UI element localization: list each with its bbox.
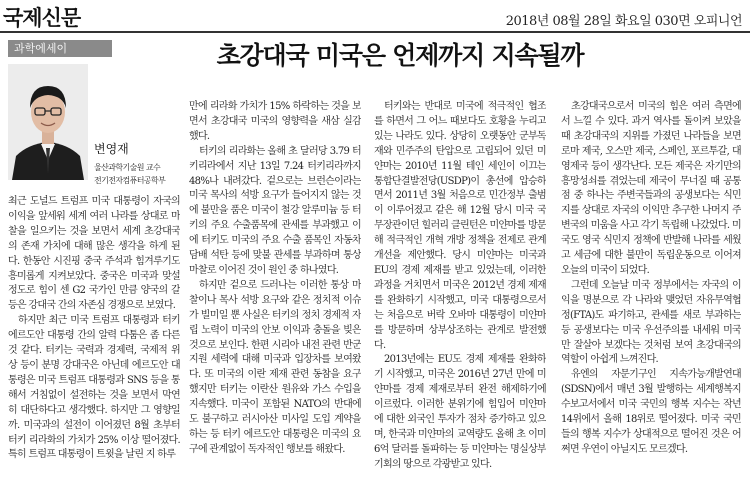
paragraph: 하지만 겉으로 드러나는 이러한 통상 마찰이나 목사 석방 요구와 같은 정치적 이슈가 빌미일 뿐 사실은 터키의 정치 경제적 자립 노력이 미국의 안보 이익과 충돌을 빚은 것으로 보인다. 한편 시리아 내전 관련 반군 지원 세력에 대해 미국과 입장차를 보여왔다. 또 미국의 이란 제재 관련 동참을 요구했지만 터키는 이란산 원유와 가스 수입을 지속했다. 미국이 포함된 NATO의 반대에도 불구하고 러시아산 미사일 도입 계약을 하는 등 터키 에르도안 대통령은 미국의 요구에 관계없이 독자적인 행보를 해왔다. (189, 279, 361, 455)
paper-name: 국제신문 (3, 6, 81, 30)
paragraph: 터키와는 반대로 미국에 적극적인 협조를 하면서 그 어느 때보다도 호황을 누리고 있는 나라도 있다. 상당히 오랫동안 군부독재와 민주주의 탄압으로 고립되어 있던 미얀마는 2010년 11월 테인 세인이 이끄는 통합단결발전당(USDP)이 총선에 압승하면서 2011년 3월 처음으로 민간정부 출범이 이루어졌고 같은 해 12월 당시 미국 국무장관이던 힐러리 클린턴은 미얀마를 방문해 적극적인 개혁 개방 정책을 전제로 관계 개선을 제안했다. 당시 미얀마는 미국과 EU의 경제 제재를 받고 있었는데, 이러한 과정을 거치면서 미국은 2012년 경제 제재를 완화하기 시작했고, 미국 대통령으로서는 처음으로 버락 오바마 대통령이 미얀마를 방문하며 상부상조하는 관계로 발전했다. (374, 101, 546, 351)
masthead (0, 0, 750, 32)
article-column-1 (8, 195, 180, 485)
headline: 초강대국 미국은 언제까지 지속될까 (216, 41, 584, 70)
author-affiliation-1: 울산과학기술원 교수 (94, 163, 161, 172)
paragraph: 2013년에는 EU도 경제 제재를 완화하기 시작했고, 미국은 2016년 27년 만에 미얀마를 경제 제재로부터 완전 해제하기에 이르렀다. 이러한 분위기에 힘입어 미얀마에 대한 외국인 투자가 점차 증가하고 있으며, 한국과 미얀마의 교역량도 올해 초 이미 6억 달러를 돌파하는 등 미얀마는 명실상부 기회의 땅으로 각광받고 있다. (374, 354, 546, 470)
author-affiliation-2: 전기전자컴퓨터공학부 (94, 176, 166, 185)
paragraph: 유엔의 자문기구인 지속가능개발연대(SDSN)에서 매년 3월 발행하는 세계행복지수보고서에서 미국 국민의 행복 지수는 작년 14위에서 올해 18위로 떨어졌다. 미국 국민들의 행복 지수가 상대적으로 떨어진 것은 어쩌면 우연이 아닐지도 모르겠다. (561, 369, 741, 455)
article-column-3 (374, 100, 546, 485)
paragraph: 하지만 최근 미국 트럼프 대통령과 터키 에르도안 대통령 간의 알력 다툼은 좀 다른 것 같다. 터키는 국력과 경제력, 국제적 위상 등이 분명 강대국은 아닌데 에르도안 대통령은 미국 트럼프 대통령과 SNS 등을 통해서 거침없이 설전하는 것을 보면서 막연히 대단하다고 생각했다. 하지만 그 영향일까. 미국과의 설전이 이어졌던 8월 초부터 터키 리라화의 가치가 25% 이상 떨어졌다. 특히 트럼프 대통령이 트윗을 날린 지 하루 (8, 315, 180, 461)
dateline: 2018년 08월 28일 화요일 030면 오피니언 (505, 14, 742, 29)
author-portrait-image (8, 64, 88, 180)
article-column-2 (189, 100, 361, 485)
author-name: 변영재 (94, 142, 129, 156)
author-byline (94, 140, 184, 187)
paragraph: 그런데 오늘날 미국 정부에서는 자국의 이익을 명분으로 각 나라와 맺었던 자유무역협정(FTA)도 파기하고, 관세를 새로 부과하는 등 공생보다는 미국 우선주의를 내세워 미국만 잘살아 보겠다는 것처럼 보여 초강대국의 역할이 아쉽게 느껴진다. (561, 279, 741, 366)
paragraph: 초강대국으로서 미국의 힘은 여러 측면에서 느낄 수 있다. 과거 역사를 돌이켜 보았을 때 초강대국의 지위를 가졌던 나라들을 보면 로마 제국, 오스만 제국, 스페인, 포르투갈, 대영제국 등이 생각난다. 모든 제국은 자기만의 흥망성쇠를 겪었는데 제국이 무너질 때 공통점 중 하나는 주변국들과의 공생보다는 식민지를 상대로 자국의 이익만 추구한 나머지 주변국의 미움을 사고 각기 독립해 나갔었다. 미국도 영국 식민지 정책에 반발해 나라를 세웠고 세금에 대한 불만이 독립운동으로 이어져 오늘의 미국이 되었다. (561, 101, 741, 276)
masthead-rule (0, 31, 750, 33)
paragraph: 만에 리라화 가치가 15% 하락하는 것을 보면서 초강대국 미국의 영향력을 새삼 실감했다. (189, 101, 361, 142)
section-tag: 과학에세이 (8, 40, 112, 57)
author-photo (8, 64, 88, 180)
paragraph: 터키의 리라화는 올해 초 달러당 3.79 터키리라에서 지난 13일 7.24 터키리라까지 48%나 내려갔다. 겉으로는 브런슨이라는 미국 목사의 석방 요구가 들어지지 않는 것에 불만을 품은 미국이 철강 알루미늄 등 터키의 주요 수출품목에 관세를 부과했고 이에 터키도 미국의 주요 수출 품목인 자동차 담배 석탄 등에 맞불 관세를 부과하며 통상 마찰로 이어진 것이 원인 중 하나였다. (189, 145, 361, 276)
paragraph: 최근 도널드 트럼프 미국 대통령이 자국의 이익을 앞세워 세계 여러 나라를 상대로 마찰을 일으키는 것을 보면서 세계 초강대국의 존재 가치에 대해 많은 생각을 하게 된다. 한동안 시진핑 중국 주석과 힘겨루기도 흥미롭게 지켜보았다. 중국은 미국과 맞설 정도로 힘이 센 G2 국가인 만큼 양국의 갈등은 강대국 간의 자존심 경쟁으로 보였다. (8, 196, 180, 312)
article-column-4 (561, 100, 741, 485)
